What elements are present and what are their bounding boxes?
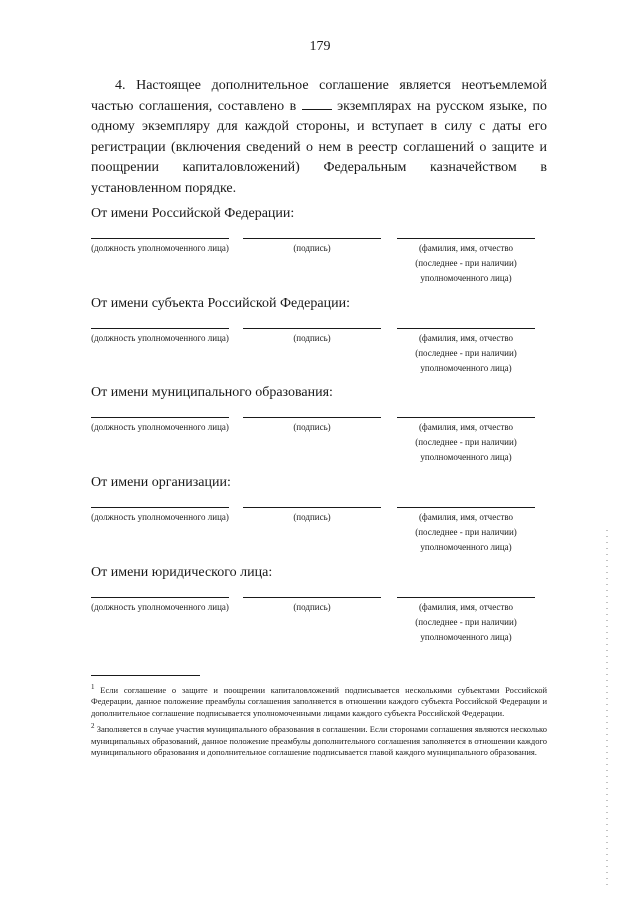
signature-caption: (подпись) xyxy=(293,243,331,253)
party-title: От имени Российской Федерации: xyxy=(91,206,295,221)
name-field xyxy=(397,328,535,376)
clause-4-paragraph xyxy=(91,76,547,199)
footnote-marker: 1 xyxy=(91,683,95,691)
signature-field xyxy=(243,328,381,346)
signature-row xyxy=(91,417,547,477)
clause-text-part2: экземплярах на русском языке, по одному экземпляру для каждой стороны, и вступает в силу с даты его регистрации (включения сведений о нем в реестр соглашений о защите и поощрении капиталовложений) Федеральным казначейством в установленном порядке. xyxy=(91,98,548,196)
position-field xyxy=(91,238,229,256)
footnote-separator xyxy=(91,675,200,676)
footnote-text: Если соглашение о защите и поощрении капиталовложений подписывается несколькими субъектами Российской Федерации, данное положение преамбулы соглашения заполняется в отношении каждого субъекта Российской Федерации и дополнительное соглашение подписывается уполномоченными лицами каждого субъекта Российской Федерации. xyxy=(91,684,548,718)
signature-field xyxy=(243,417,381,435)
name-field xyxy=(397,238,535,286)
signature-field xyxy=(243,597,381,615)
position-field xyxy=(91,417,229,435)
position-caption: (должность уполномоченного лица) xyxy=(91,422,229,432)
position-field xyxy=(91,507,229,525)
name-caption: (фамилия, имя, отчество (последнее - при наличии) уполномоченного лица) xyxy=(415,422,517,462)
scan-margin-artifact xyxy=(606,530,608,890)
signature-caption: (подпись) xyxy=(293,422,331,432)
signature-caption: (подпись) xyxy=(293,333,331,343)
signature-field xyxy=(243,238,381,256)
party-block-legal-entity xyxy=(91,563,547,657)
name-field xyxy=(397,597,535,645)
position-caption: (должность уполномоченного лица) xyxy=(91,602,229,612)
party-title: От имени субъекта Российской Федерации: xyxy=(91,296,350,311)
position-field xyxy=(91,597,229,615)
clause-text-part1: 4. Настоящее дополнительное соглашение является неотъемлемой частью соглашения, составлено в xyxy=(91,78,547,114)
party-title: От имени организации: xyxy=(91,475,231,490)
signature-caption: (подпись) xyxy=(293,512,331,522)
position-field xyxy=(91,328,229,346)
name-caption: (фамилия, имя, отчество (последнее - при наличии) уполномоченного лица) xyxy=(415,602,517,642)
copies-count-blank xyxy=(302,98,332,110)
name-caption: (фамилия, имя, отчество (последнее - при наличии) уполномоченного лица) xyxy=(415,333,517,373)
position-caption: (должность уполномоченного лица) xyxy=(91,333,229,343)
position-caption: (должность уполномоченного лица) xyxy=(91,243,229,253)
position-caption: (должность уполномоченного лица) xyxy=(91,512,229,522)
party-block-federation-subject xyxy=(91,294,547,388)
footnotes xyxy=(91,682,547,761)
name-field xyxy=(397,507,535,555)
signature-caption: (подпись) xyxy=(293,602,331,612)
footnote-marker: 2 xyxy=(91,722,95,731)
signature-row xyxy=(91,328,547,388)
signature-row xyxy=(91,597,547,657)
name-caption: (фамилия, имя, отчество (последнее - при наличии) уполномоченного лица) xyxy=(415,243,517,283)
footnote-2 xyxy=(91,721,547,758)
name-caption: (фамилия, имя, отчество (последнее - при наличии) уполномоченного лица) xyxy=(415,512,517,552)
party-block-municipality xyxy=(91,383,547,477)
party-title: От имени муниципального образования: xyxy=(91,385,333,400)
party-title: От имени юридического лица: xyxy=(91,565,273,580)
signature-field xyxy=(243,507,381,525)
signature-row xyxy=(91,238,547,298)
party-block-russian-federation xyxy=(91,204,547,298)
footnote-1 xyxy=(91,682,547,719)
name-field xyxy=(397,417,535,465)
signature-row xyxy=(91,507,547,567)
party-block-organization xyxy=(91,473,547,567)
footnote-text: Заполняется в случае участия муниципального образования в соглашении. Если сторонами соглашения являются несколько муниципальных образований, данное положение преамбулы дополнительного соглашения заполняется в отношении каждого муниципального образования и дополнительное соглашение подписывается главой каждого муниципального образования. xyxy=(91,724,547,758)
page-number: 179 xyxy=(309,39,331,54)
